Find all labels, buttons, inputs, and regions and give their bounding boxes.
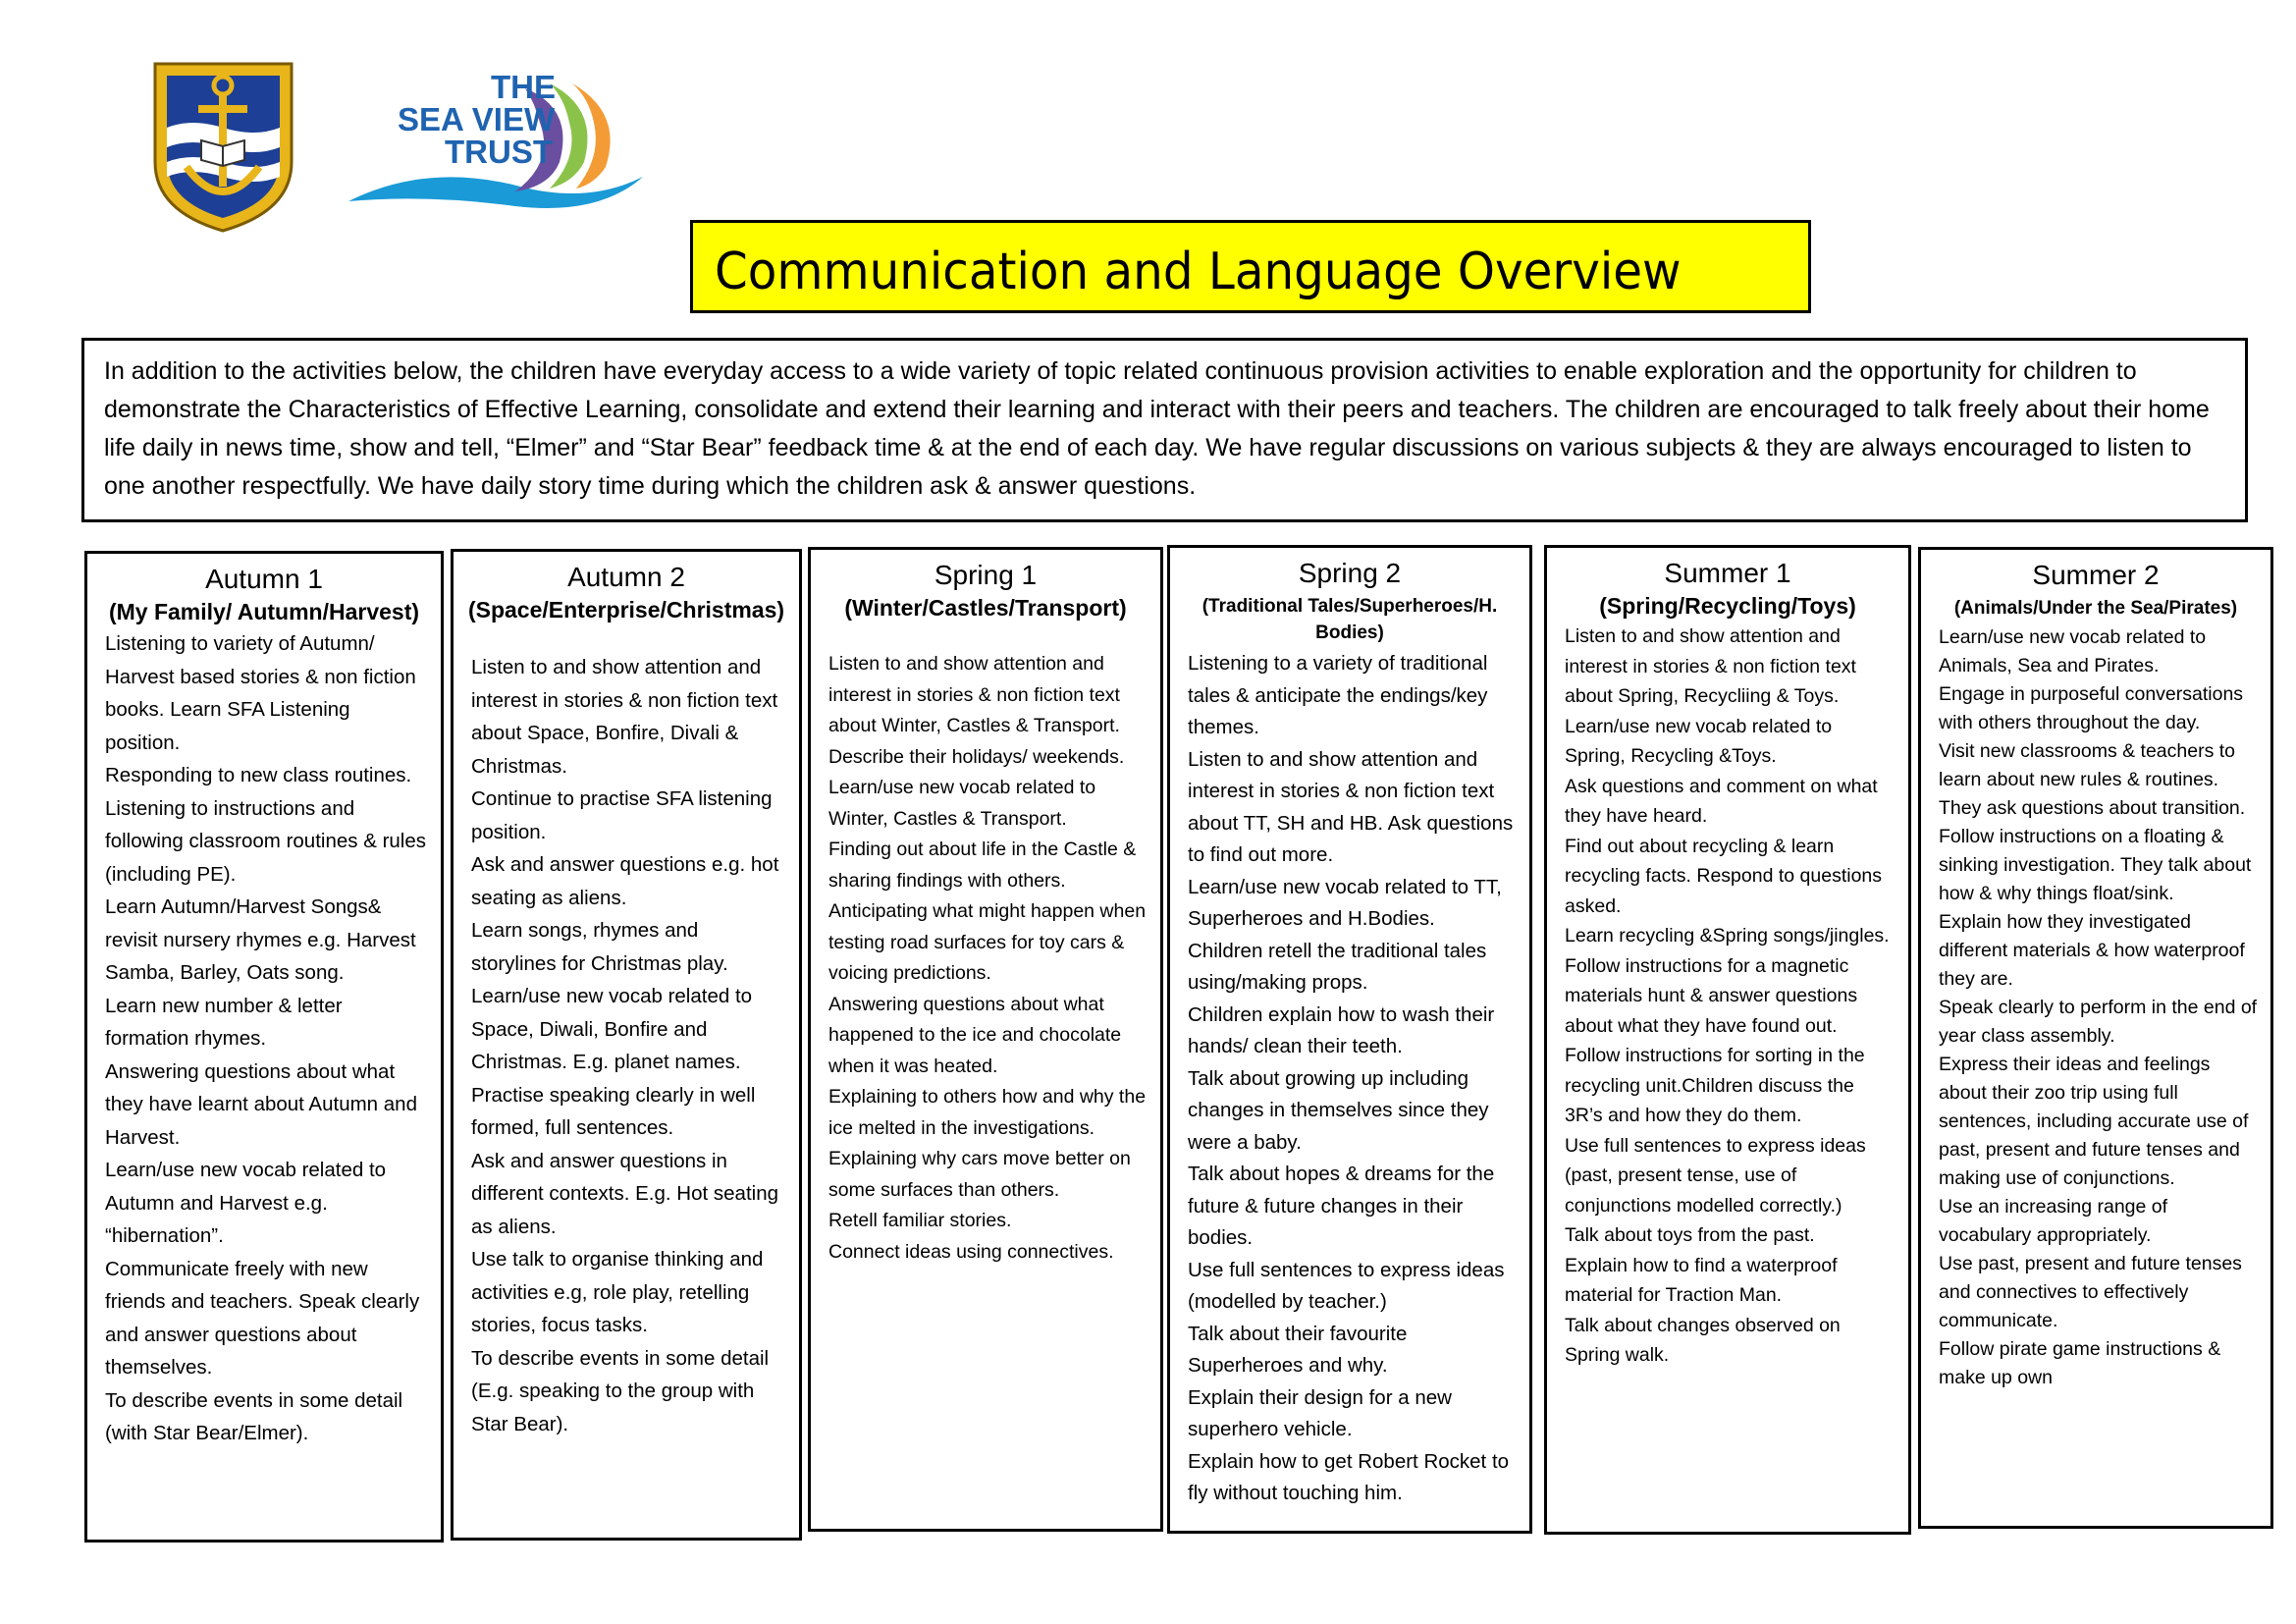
activity-item: Ask and answer questions in different contexts. E.g. Hot seating as aliens. bbox=[471, 1149, 778, 1238]
term-title: Summer 2 bbox=[2032, 560, 2160, 590]
term-topic: (Spring/Recycling/Toys) bbox=[1599, 593, 1856, 619]
activity-item: Explain their design for a new superhero vehicle. bbox=[1188, 1385, 1452, 1440]
term-topic: (Animals/Under the Sea/Pirates) bbox=[1953, 598, 2238, 619]
activity-item: Retell familiar stories. bbox=[828, 1210, 1012, 1231]
term-activities bbox=[87, 627, 441, 1450]
activity-item: Learn/use new vocab related to Winter, Castles & Transport. bbox=[828, 777, 1096, 830]
term-title: Autumn 1 bbox=[205, 564, 323, 594]
activity-item: Learn songs, rhymes and storylines for Christmas play. bbox=[471, 919, 728, 975]
activity-item: Visit new classrooms & teachers to learn about new rules & routines. They ask questions about transition. bbox=[1939, 740, 2246, 819]
term-topic: (Traditional Tales/Superheroes/H. Bodies) bbox=[1201, 596, 1498, 643]
term-title: Autumn 2 bbox=[567, 562, 685, 592]
trust-name-line-2: SEA VIEW bbox=[398, 101, 556, 137]
activity-item: Use past, present and future tenses and connectives to effectively communicate. bbox=[1939, 1253, 2242, 1331]
term-spring-2 bbox=[1167, 545, 1532, 1534]
activity-item: Talk about growing up including changes in themselves since they were a baby. bbox=[1188, 1066, 1489, 1154]
activity-item: To describe events in some detail (E.g. speaking to the group with Star Bear). bbox=[471, 1346, 770, 1435]
term-autumn-2 bbox=[451, 549, 802, 1541]
activity-item: Children explain how to wash their hands/ clean their teeth. bbox=[1188, 1002, 1495, 1057]
term-topic: (Winter/Castles/Transport) bbox=[844, 595, 1127, 621]
term-activities bbox=[1921, 623, 2270, 1392]
term-activities bbox=[1170, 648, 1529, 1510]
term-activities bbox=[454, 651, 799, 1440]
term-title: Spring 2 bbox=[1298, 558, 1402, 588]
activity-item: Explain how to get Robert Rocket to fly without touching him. bbox=[1188, 1449, 1510, 1504]
activity-item: Talk about changes observed on Spring walk. bbox=[1565, 1314, 1841, 1366]
trust-name-line-1: THE bbox=[491, 69, 556, 105]
activity-item: Finding out about life in the Castle & sharing findings with others. bbox=[828, 839, 1137, 892]
activity-item: Describe their holidays/ weekends. bbox=[828, 745, 1125, 768]
term-title: Spring 1 bbox=[934, 560, 1038, 590]
term-activities bbox=[1547, 622, 1908, 1371]
page-title-box bbox=[690, 220, 1811, 313]
activity-item: To describe events in some detail (with Star Bear/Elmer). bbox=[105, 1388, 403, 1444]
activity-item: Listening to variety of Autumn/ Harvest based stories & non fiction books. Learn SFA Listening position. bbox=[105, 632, 416, 754]
term-summer-2 bbox=[1918, 547, 2273, 1529]
activity-item: Use full sentences to express ideas (modelled by teacher.) bbox=[1188, 1258, 1505, 1313]
term-title: Summer 1 bbox=[1664, 558, 1791, 588]
school-crest-logo bbox=[147, 54, 299, 236]
activity-item: Learn/use new vocab related to Space, Diwali, Bonfire and Christmas. E.g. planet names. bbox=[471, 985, 753, 1073]
activity-item: Anticipating what might happen when testing road surfaces for toy cars & voicing predictions. bbox=[828, 900, 1147, 984]
activity-item: Listen to and show attention and interest in stories & non fiction text about TT, SH and HB. Ask questions to find out more. bbox=[1188, 747, 1514, 866]
page-title: Communication and Language Overview bbox=[715, 243, 1682, 301]
activity-item: Practise speaking clearly in well formed, full sentences. bbox=[471, 1083, 756, 1139]
activity-item: Learn/use new vocab related to Autumn and Harvest e.g. “hibernation”. bbox=[105, 1159, 387, 1247]
term-summer-1 bbox=[1544, 545, 1911, 1535]
activity-item: Listen to and show attention and interest in stories & non fiction text about Space, Bonfire, Divali & Christmas. bbox=[471, 656, 778, 778]
activity-item: Connect ideas using connectives. bbox=[828, 1240, 1114, 1263]
activity-item: Engage in purposeful conversations with others throughout the day. bbox=[1939, 683, 2244, 733]
activity-item: Answering questions about what happened to the ice and chocolate when it was heated. bbox=[828, 993, 1122, 1077]
activity-item: Ask and answer questions e.g. hot seating as aliens. bbox=[471, 853, 779, 909]
activity-item: Listen to and show attention and interest in stories & non fiction text about Spring, Recycliing & Toys. bbox=[1565, 625, 1856, 707]
activity-item: Responding to new class routines. Listening to instructions and following classroom routines & rules (including PE). bbox=[105, 764, 426, 886]
term-topic: (Space/Enterprise/Christmas) bbox=[467, 597, 785, 623]
activity-item: Communicate freely with new friends and teachers. Speak clearly and answer questions about themselves. bbox=[105, 1257, 420, 1379]
activity-item: Follow instructions for a magnetic materials hunt & answer questions about what they have found out. Follow instructions for sorting in the recycling unit.Children discuss the 3R’s and how they do them. bbox=[1565, 954, 1865, 1126]
activity-item: Talk about toys from the past. bbox=[1565, 1224, 1815, 1246]
activity-item: Explain how to find a waterproof material for Traction Man. bbox=[1565, 1254, 1838, 1306]
activity-item: Use talk to organise thinking and activities e.g, role play, retelling stories, focus tasks. bbox=[471, 1248, 764, 1336]
term-spring-1 bbox=[808, 547, 1163, 1532]
activity-item: Ask questions and comment on what they have heard. bbox=[1565, 775, 1878, 827]
activity-item: Listen to and show attention and interest in stories & non fiction text about Winter, Castles & Transport. bbox=[828, 653, 1120, 736]
activity-item: Speak clearly to perform in the end of year class assembly. bbox=[1939, 997, 2258, 1047]
activity-item: Express their ideas and feelings about their zoo trip using full sentences, including accurate use of past, present and future tenses and making use of conjunctions. bbox=[1939, 1054, 2249, 1189]
intro-box bbox=[81, 338, 2248, 522]
activity-item: Children retell the traditional tales using/making props. bbox=[1188, 939, 1487, 994]
activity-item: Use an increasing range of vocabulary appropriately. bbox=[1939, 1196, 2168, 1246]
term-autumn-1 bbox=[84, 551, 444, 1543]
activity-item: Explain how they investigated different materials & how waterproof they are. bbox=[1939, 911, 2245, 990]
activity-item: Use full sentences to express ideas (past, present tense, use of conjunctions modelled correctly.) bbox=[1565, 1134, 1866, 1217]
trust-name bbox=[398, 71, 556, 168]
activity-item: Learn recycling &Spring songs/jingles. bbox=[1565, 925, 1890, 947]
activity-item: Talk about hopes & dreams for the future & future changes in their bodies. bbox=[1188, 1163, 1495, 1249]
activity-item: Listening to a variety of traditional tales & anticipate the endings/key themes. bbox=[1188, 652, 1488, 738]
activity-item: Explaining why cars move better on some surfaces than others. bbox=[828, 1148, 1131, 1201]
activity-item: Follow pirate game instructions & make up own bbox=[1939, 1338, 2221, 1388]
activity-item: Find out about recycling & learn recycling facts. Respond to questions asked. bbox=[1565, 835, 1883, 917]
activity-item: Follow instructions on a floating & sinking investigation. They talk about how & why things float/sink. bbox=[1939, 826, 2252, 904]
activity-item: Learn Autumn/Harvest Songs& revisit nursery rhymes e.g. Harvest Samba, Barley, Oats song. bbox=[105, 895, 416, 984]
activity-item: Learn/use new vocab related to Animals, Sea and Pirates. bbox=[1939, 626, 2207, 677]
term-topic: (My Family/ Autumn/Harvest) bbox=[108, 599, 420, 624]
sea-view-trust-logo bbox=[348, 69, 653, 216]
activity-item: Learn/use new vocab related to Spring, Recycling &Toys. bbox=[1565, 715, 1833, 767]
trust-name-line-3: TRUST bbox=[445, 134, 553, 170]
activity-item: Continue to practise SFA listening position. bbox=[471, 787, 773, 843]
term-activities bbox=[811, 649, 1160, 1268]
intro-text: In addition to the activities below, the children have everyday access to a wide variety of topic related continuous provision activities to enable exploration and the opportunity for children to demonstrate the Characteristics of Effective Learning, consolidate and extend their learning and interact with their peers and teachers. The children are encouraged to talk freely about their home life daily in news time, show and tell, “Elmer” and “Star Bear” feedback time & at the end of each day. We have regular discussions on various subjects & they are always encouraged to listen to one another respectfully. We have daily story time during which the children ask & answer questions. bbox=[104, 357, 2210, 500]
activity-item: Talk about their favourite Superheroes and why. bbox=[1188, 1322, 1408, 1377]
activity-item: Explaining to others how and why the ice melted in the investigations. bbox=[828, 1086, 1147, 1139]
activity-item: Answering questions about what they have learnt about Autumn and Harvest. bbox=[105, 1059, 417, 1149]
activity-item: Learn/use new vocab related to TT, Superheroes and H.Bodies. bbox=[1188, 875, 1502, 930]
activity-item: Learn new number & letter formation rhymes. bbox=[105, 994, 343, 1050]
